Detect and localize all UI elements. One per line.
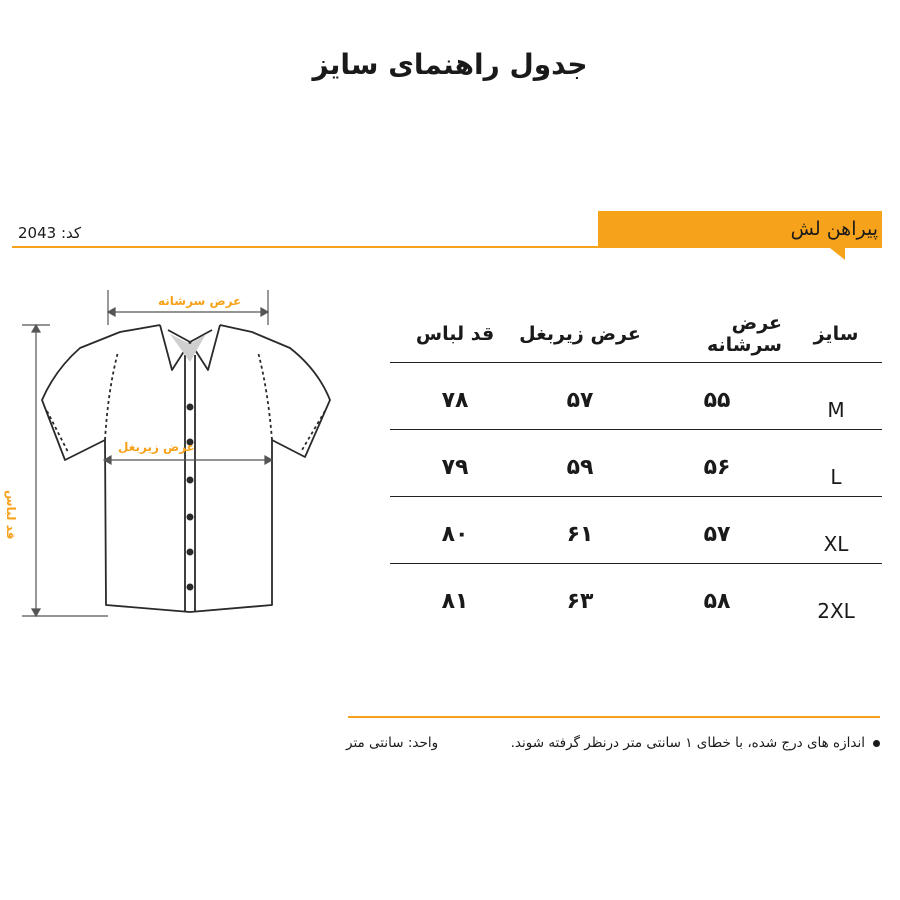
- product-name: پیراهن لش: [790, 218, 878, 240]
- armpit-value: ۵۹: [566, 454, 594, 480]
- product-name-tab-tail: [830, 248, 845, 260]
- shoulder-value: ۵۶: [703, 454, 731, 480]
- table-row: [390, 363, 882, 430]
- header-divider: [12, 246, 882, 248]
- length-value: ۸۱: [441, 588, 469, 614]
- header-armpit: عرض زیربغل: [519, 322, 641, 345]
- size-value: L: [830, 465, 842, 489]
- length-value: ۷۹: [441, 454, 469, 480]
- header-length: قد لباس: [415, 322, 495, 345]
- tolerance-note-text: اندازه های درج شده، با خطای ۱ سانتی متر درنظر گرفته شوند.: [510, 735, 865, 751]
- shoulder-value: ۵۵: [703, 387, 731, 413]
- shoulder-value: ۵۷: [703, 521, 731, 547]
- armpit-value: ۶۱: [566, 521, 594, 547]
- tolerance-note: [511, 735, 880, 751]
- armpit-value: ۶۳: [566, 588, 594, 614]
- length-value: ۷۸: [441, 387, 469, 413]
- header-size: سایز: [813, 322, 859, 345]
- shoulder-value: ۵۸: [703, 588, 731, 614]
- table-row: [390, 430, 882, 497]
- size-value: 2XL: [817, 599, 855, 623]
- bullet-icon: [873, 740, 880, 747]
- product-code: کد: 2043: [18, 224, 82, 242]
- size-value: XL: [823, 532, 849, 556]
- size-value: M: [827, 398, 845, 422]
- garment-length-label: قد لباس: [4, 490, 18, 540]
- armpit-value: ۵۷: [566, 387, 594, 413]
- shirt-diagram: [0, 270, 340, 640]
- table-row: [390, 497, 882, 564]
- table-row: [390, 564, 882, 630]
- unit-label: واحد: سانتی متر: [346, 735, 439, 751]
- page-title: جدول راهنمای سایز: [312, 48, 588, 81]
- table-header-row: [390, 305, 882, 363]
- size-table: [390, 305, 882, 630]
- length-value: ۸۰: [441, 521, 469, 547]
- footer-divider: [348, 716, 880, 718]
- armpit-width-label: عرض زیربغل: [118, 440, 195, 454]
- shoulder-width-label: عرض سرشانه: [158, 294, 242, 308]
- header-shoulder: عرض سرشانه: [707, 311, 782, 356]
